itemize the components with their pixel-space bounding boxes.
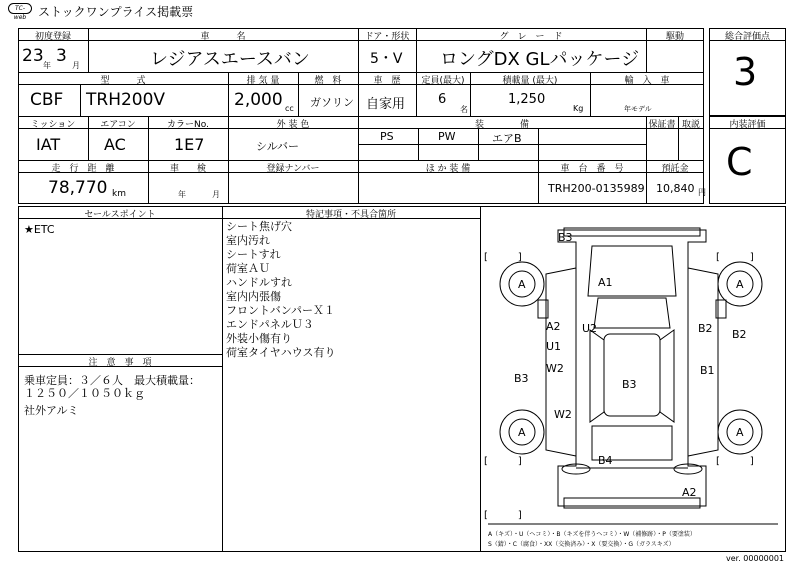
caution-list [24,374,200,417]
unit-year: 年 [43,61,51,70]
mark-a2-left: A2 [546,320,561,333]
note-item: 外装小傷有り [226,332,292,345]
label-capacity: 定員(最大) [421,76,465,86]
exterior-color: シルバー [256,140,299,153]
equip-ps: PS [380,130,394,143]
label-caution: 注 意 事 項 [88,358,152,368]
mark-b3-top: B3 [558,231,573,244]
caution-item: 乗車定員：３／６人 最大積載量： [24,374,200,387]
mission: IAT [36,135,61,154]
reg-year: 23 [22,46,44,66]
damage-diagram [480,206,786,552]
label-history: 車 歴 [373,76,401,86]
note-item: フロントバンパーＸ１ [226,304,336,317]
label-warranty: 保証書 [648,120,676,130]
tire-rear-left: A [518,426,526,439]
brand-logo: TC-web [8,3,32,14]
mark-b1: B1 [700,364,715,377]
reg-month: 3 [56,46,67,66]
notes-list [226,220,335,360]
model-code: TRH200V [86,90,166,110]
tire-front-right: A [736,278,744,291]
label-displacement: 排 気 量 [246,76,280,86]
aircon: AC [104,135,126,154]
chassis-number: TRH200-0135989 [548,182,645,195]
unit-model-year: 年モデル [624,105,652,113]
mark-b4: B4 [598,454,613,467]
label-load: 積載量 (最大) [502,76,558,86]
caution-item: １２５０／１０５０ｋｇ [24,387,145,400]
note-item: 室内内張傷 [226,290,281,303]
bracket-rr: [ ] [716,456,754,467]
color-no: 1E7 [174,135,205,154]
bracket-spare: [ ] [484,510,522,521]
note-item: 室内汚れ [226,234,270,247]
mark-b2-inner: B2 [698,322,713,335]
fuel-type: ガソリン [310,96,354,109]
bracket-rl: [ ] [484,456,522,467]
label-manual: 取説 [681,120,700,130]
displacement: 2,000 [234,90,283,110]
note-item: 荷室ＡＵ [226,262,270,275]
label-model: 型 式 [100,76,146,86]
label-inspection: 車 検 [169,164,206,174]
bracket-fl: [ ] [484,252,522,263]
tire-rear-right: A [736,426,744,439]
caution-item: 社外アルミ [24,404,79,417]
capacity: 6 [438,92,447,107]
note-item: シート焦げ穴 [226,220,292,233]
mark-b2-outer: B2 [732,328,747,341]
car-name: レジアスエースバン [150,49,310,70]
tire-front-left: A [518,278,526,291]
legend-line-1: A（キズ）・U（ヘコミ）・B（キズを伴うヘコミ）・W（補修跡）・P（要塗装） [488,531,696,538]
mark-a2-bottom: A2 [682,486,697,499]
unit-cc: cc [285,104,294,113]
interior-score: C [726,140,753,184]
deposit: 10,840 [656,182,695,195]
note-item: エンドパネルＵ３ [226,318,314,331]
mark-b3-left: B3 [514,372,529,385]
mark-w2-lower: W2 [554,408,572,421]
mark-b3-center: B3 [622,378,637,391]
label-other-equip: ほ か 装 備 [425,164,471,174]
unit-insp-year: 年 [178,190,186,199]
label-equip: 装 備 [474,120,529,130]
legend-line-2: S（錆）・C（腐食）・XX（交換済み）・X（要交換）・G（ガラスキズ） [488,541,675,548]
label-first-reg: 初度登録 [34,32,71,42]
unit-month: 月 [72,61,80,70]
label-drive: 駆動 [665,32,684,42]
label-fuel: 燃 料 [314,76,342,86]
label-mileage: 走 行 距 離 [51,164,115,174]
load-capacity: 1,250 [508,92,546,107]
label-door: ドア・形状 [364,32,410,42]
label-overall: 総合評価点 [724,32,770,42]
unit-kg: Kg [573,104,584,113]
unit-yen: 円 [698,188,706,197]
note-item: シートすれ [226,248,281,261]
sales-point-text: ★ETC [24,223,55,236]
mark-w2-left: W2 [546,362,564,375]
bracket-fr: [ ] [716,252,754,263]
label-plate: 登録ナンバー [266,164,320,174]
version-label: ver. 00000001 [726,554,785,563]
door-type: 5・V [370,51,403,67]
equip-pw: PW [438,130,456,143]
label-deposit: 預託金 [661,164,689,174]
label-chassis: 車 台 番 号 [560,164,624,174]
label-color-no: カラーNo. [167,120,209,130]
label-notes: 特記事項・不具合箇所 [305,210,396,220]
label-grade: グ レ ー ド [499,32,563,42]
unit-km: km [112,189,126,199]
label-mission: ミッション [30,120,76,130]
vehicle-history: 自家用 [366,97,406,112]
label-interior: 内装評価 [729,120,766,130]
mark-u2: U2 [582,322,598,335]
grade: ロングDX GLパッケージ [440,49,640,70]
mileage: 78,770 [48,178,108,198]
overall-score: 3 [733,50,758,94]
unit-persons: 名 [460,105,468,114]
page-title: ストックワンプライス掲載票 [38,5,194,19]
equip-airbag: エアB [492,132,522,145]
model-prefix: CBF [30,90,64,110]
label-sales-point: セールスポイント [84,210,156,220]
note-item: 荷室タイヤハウス有り [226,346,336,359]
mark-a1: A1 [598,276,613,289]
mark-u1: U1 [546,340,562,353]
label-car-name: 車 名 [200,32,246,42]
label-exterior: 外 装 色 [276,120,310,130]
label-aircon: エアコン [100,120,136,130]
unit-insp-month: 月 [212,190,220,199]
note-item: ハンドルすれ [226,276,292,289]
label-import: 輸 入 車 [624,76,670,86]
